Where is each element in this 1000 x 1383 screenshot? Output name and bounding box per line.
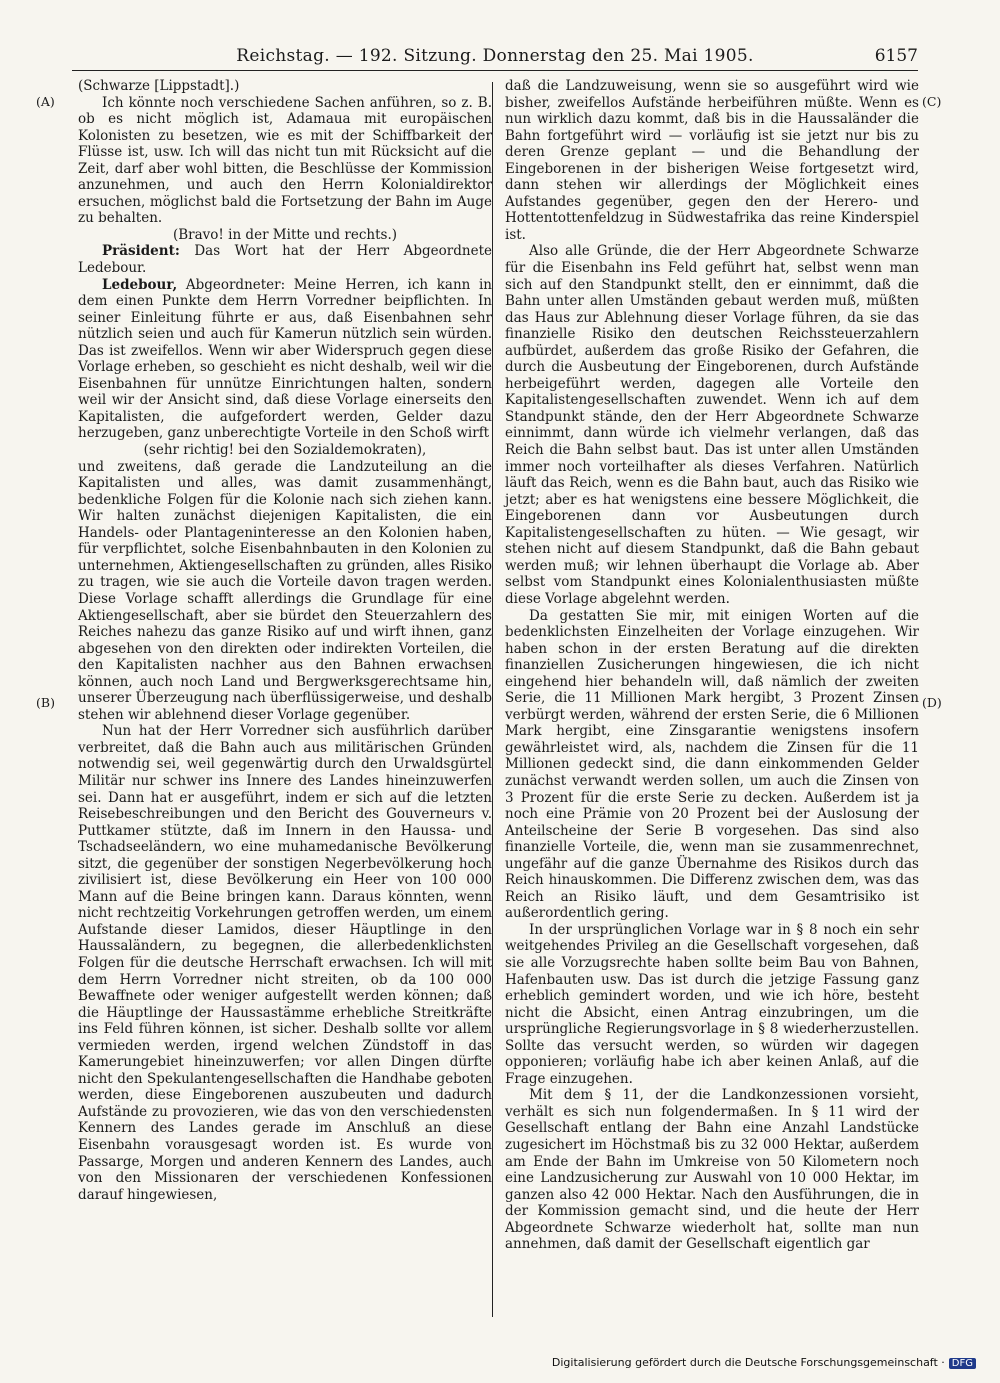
paragraph: daß die Landzuweisung, wenn sie so ausgeführt wird wie bisher, zweifellos Aufstände herbeiführen müßte. Wenn es nun wirklich dazu kommt, daß bis in die Haussaländer die Bahn fortgeführt wird — vorläufig ist sie jetzt nur bis zu deren Grenze geplant — und die Behandlung der Eingeborenen in der bisherigen Weise fortgesetzt wird, dann stehen wir allerdings der Möglichkeit eines Aufstandes gegenüber, gegen den der Herero- und Hottentottenfeldzug in Südwestafrika das reine Kinderspiel ist. bbox=[505, 78, 919, 243]
applause-note: (Bravo! in der Mitte und rechts.) bbox=[172, 226, 398, 243]
dfg-logo-badge: DFG bbox=[949, 1358, 976, 1369]
margin-letter-d: (D) bbox=[922, 695, 942, 710]
left-column bbox=[78, 78, 492, 1203]
paragraph: Also alle Gründe, die der Herr Abgeordnete Schwarze für die Eisenbahn ins Feld geführt hat, selbst wenn man sich auf den Standpunkt stellt, den er einnimmt, daß die Bahn unter allen Umständen gebaut werden muß, müßten das Haus zur Ablehnung dieser Vorlage führen, da sie das finanzielle Risiko den deutschen Reichssteuerzahlern aufbürdet, außerdem das große Risiko der Gefahren, die durch die Ausbeutung der Eingeborenen, durch Aufstände herbeigeführt werden, dagegen alle Vorteile den Kapitalistengesellschaften zuwendet. Wenn ich auf dem Standpunkt stände, den der Herr Abgeordnete Schwarze einnimmt, dann würde ich vielmehr verlangen, daß das Reich die Bahn selbst baut. Das ist unter allen Umständen immer noch vorteilhafter als dieses Verfahren. Natürlich läuft das Reich, wenn es die Bahn baut, auch das Risiko wie jetzt; aber es hat wenigstens eine bessere Möglichkeit, die Eingeborenen dann vor Ausbeutungen durch Kapitalistengesellschaften zu hüten. — Wie gesagt, wir stehen nicht auf diesem Standpunkt, daß die Bahn gebaut werden muß; wir lehnen überhaupt die Vorlage ab. Aber selbst vom Standpunkt eines Kolonialenthusiasten müßte diese Vorlage abgelehnt werden. bbox=[505, 243, 919, 607]
footer-credit bbox=[552, 1356, 976, 1369]
president-text: Das Wort hat der Herr Abgeordnete Ledebour. bbox=[78, 243, 492, 277]
ledebour-statement bbox=[78, 277, 492, 442]
page-header bbox=[72, 44, 918, 71]
speaker-label-president: Präsident: bbox=[102, 243, 180, 260]
page-number: 6157 bbox=[874, 46, 918, 66]
right-column bbox=[505, 78, 919, 1253]
paragraph: Ich könnte noch verschiedene Sachen anführen, so z. B. ob es nicht möglich ist, Adamaua mit europäischen Kolonisten zu besetzen, wie es mit der Schiffbarkeit der Flüsse ist, usw. Ich will das nicht tun mit Rücksicht auf die Zeit, darf aber wohl bitten, die Beschlüsse der Kommission anzunehmen, und auch den Herrn Kolonialdirektor ersuchen, möglichst bald die Fortsetzung der Bahn im Auge zu behalten. bbox=[78, 94, 492, 227]
paragraph: Mit dem § 11, der die Landkonzessionen vorsieht, verhält es sich nun folgendermaßen. In § 11 wird der Gesellschaft entlang der Bahn eine Anzahl Landstücke zugesichert im Höchstmaß bis zu 32 000 Hektar, außerdem am Ende der Bahn im Umkreise von 50 Kilometern noch eine Landzusicherung zur Auswahl von 10 000 Hektar, im ganzen also 42 000 Hektar. Nach den Ausführungen, die in der Kommission gemacht sind, und die heute der Herr Abgeordnete Schwarze wiederholt hat, sollte man nun annehmen, daß damit der Gesellschaft eigentlich gar bbox=[505, 1087, 919, 1253]
footer-text: Digitalisierung gefördert durch die Deutsche Forschungsgemeinschaft · bbox=[551, 1356, 945, 1369]
ledebour-text: Abgeordneter: Meine Herren, ich kann in dem einen Punkte dem Herrn Vorredner beipflichten. In seiner Einleitung führte er aus, daß Eisenbahnen sehr nützlich seien und auch für Kamerun nützlich sein würden. Das ist zweifellos. Wenn wir aber Widerspruch gegen diese Vorlage erheben, so geschieht es nicht deshalb, weil wir die Eisenbahnen für unnütze Einrichtungen halten, sondern weil wir der Ansicht sind, daß diese Vorlage einerseits den Kapitalisten, die aufgefordert werden, Gelder dazu herzugeben, ganz unberechtigte Vorteile in den Schoß wirft bbox=[78, 276, 492, 442]
column-divider bbox=[492, 82, 493, 1317]
president-statement bbox=[78, 243, 492, 276]
margin-letter-c: (C) bbox=[922, 94, 942, 109]
interjection-note: (sehr richtig! bei den Sozialdemokraten), bbox=[143, 442, 427, 459]
paragraph: Da gestatten Sie mir, mit einigen Worten auf die bedenklichsten Einzelheiten der Vorlage einzugehen. Wir haben schon in der ersten Beratung auf die direkten finanziellen Zusicherungen hingewiesen, die ich nicht eingehend hier behandeln will, daß nämlich der zweiten Serie, die 11 Millionen Mark hergibt, 3 Prozent Zinsen verbürgt werden, während der ersten Serie, die 6 Millionen Mark hergibt, eine Zinsgarantie wenigstens insofern gewährleistet wird, als, nachdem die Zinsen für die 11 Millionen gedeckt sind, die dann einkommenden Gelder zunächst verwandt werden sollen, um auch die Zinsen von 3 Prozent für die erste Serie zu decken. Außerdem ist ja noch eine Prämie von 20 Prozent bei der Auslosung der Anteilscheine der Serie B vorgesehen. Das sind also finanzielle Vorteile, die, wenn man sie zusammenrechnet, ungefähr auf die ganze Übernahme des Risikos durch das Reich hinauskommen. Die Differenz zwischen dem, was das Reich an Risiko läuft, und dem Gesamtrisiko ist außerordentlich gering. bbox=[505, 607, 919, 922]
speaker-continued: (Schwarze [Lippstadt].) bbox=[78, 78, 240, 94]
margin-letter-a: (A) bbox=[36, 94, 55, 109]
margin-letter-b: (B) bbox=[36, 695, 55, 710]
header-title: Reichstag. — 192. Sitzung. Donnerstag den 25. Mai 1905. bbox=[236, 46, 754, 66]
paragraph: Nun hat der Herr Vorredner sich ausführlich darüber verbreitet, daß die Bahn auch aus militärischen Gründen notwendig sei, weil gegenwärtig durch den Urwaldsgürtel Militär nur schwer ins Innere des Landes hineinzuwerfen sei. Dann hat er ausgeführt, indem er sich auf die letzten Reisebeschreibungen und den Bericht des Gouverneurs v. Puttkamer stützte, daß im Innern in den Haussa- und Tschadseeländern, wo eine muhamedanische Bevölkerung sitzt, die gegenüber der sonstigen Negerbevölkerung hoch zivilisiert ist, diese Bevölkerung ein Heer von 100 000 Mann auf die Beine bringen kann. Daraus könnten, wenn nicht rechtzeitig Vorkehrungen getroffen werden, um einem Aufstande dieser Lamidos, dieser Häuptlinge in den Haussaländern, zu begegnen, die allerbedenklichsten Folgen für die deutsche Herrschaft erwachsen. Ich will mit dem Herrn Vorredner nicht streiten, ob da 100 000 Bewaffnete oder weniger aufgestellt werden können; daß die Häuptlinge der Haussastämme erhebliche Streitkräfte ins Feld führen können, ist sicher. Deshalb sollte vor allem vermieden werden, irgend welchen Zündstoff in das Kamerungebiet hineinzuwerfen; vor allen Dingen dürfte nicht den Spekulantengesellschaften die Handhabe geboten werden, diese Eingeborenen auszubeuten und dadurch Aufstände zu provozieren, wie das von den verschiedensten Kennern des Landes gerade im Anschluß an diese Eisenbahn vorausgesagt worden ist. Es wurde von Passarge, Morgen und anderen Kennern des Landes, auch von den Missionaren der verschiedenen Konfessionen darauf hingewiesen, bbox=[78, 723, 492, 1203]
speaker-label-ledebour: Ledebour, bbox=[102, 276, 178, 293]
paragraph: und zweitens, daß gerade die Landzuteilung an die Kapitalisten und alles, was damit zusammenhängt, bedenkliche Folgen für die Kolonie nach sich ziehen kann. Wir halten zunächst diejenigen Kapitalisten, die ein Handels- oder Plantageninteresse an den Kolonien haben, für verpflichtet, solche Eisenbahnbauten in den Kolonien zu unternehmen, Aktiengesellschaften zu gründen, alles Risiko zu tragen, wie sie auch die Vorteile davon tragen werden. Diese Vorlage schafft allerdings die Grundlage für eine Aktiengesellschaft, aber sie bürdet den Steuerzahlern des Reiches nahezu das ganze Risiko auf und wirft ihnen, ganz abgesehen von den direkten oder indirekten Vorteilen, die den Kapitalisten nachher aus den Bahnen erwachsen können, auch noch Land und Bergwerksgerechtsame hin, unserer Überzeugung nach überflüssigerweise, und deshalb stehen wir ablehnend dieser Vorlage gegenüber. bbox=[78, 458, 492, 723]
paragraph: In der ursprünglichen Vorlage war in § 8 noch ein sehr weitgehendes Privileg an die Gesellschaft vorgesehen, daß sie alle Vorzugsrechte haben sollte beim Bau von Bahnen, Hafenbauten usw. Das ist durch die jetzige Fassung ganz erheblich gemindert worden, und wie ich höre, besteht nicht die Absicht, einen Antrag einzubringen, um die ursprüngliche Regierungsvorlage in § 8 wiederherzustellen. Sollte das versucht werden, so würden wir dagegen opponieren; vorläufig habe ich aber keinen Anlaß, auf die Frage einzugehen. bbox=[505, 921, 919, 1087]
